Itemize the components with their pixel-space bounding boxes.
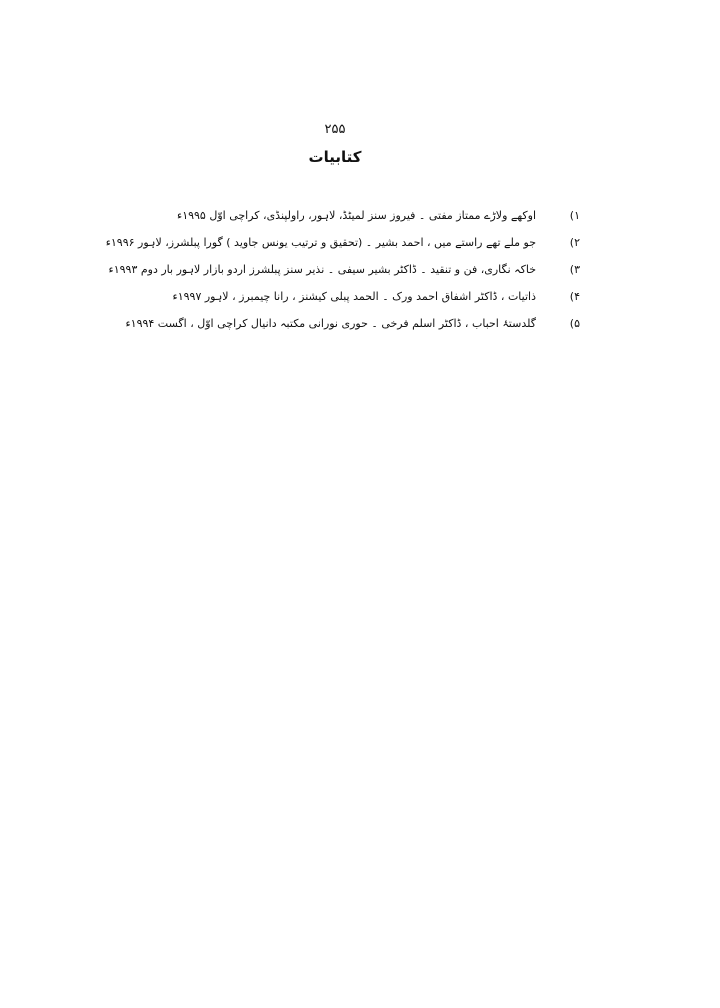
entry-text: گلدستۂ احباب ، ڈاکٹر اسلم فرخی ۔ حوری نورانی مکتبہ دانیال کراچی اوّل ، اگست ۱۹۹۴ء	[125, 317, 536, 330]
bibliography-entry	[150, 206, 580, 233]
entry-number: ۲)	[569, 236, 580, 249]
entry-number: ۱)	[569, 209, 580, 222]
entry-text: خاکہ نگاری، فن و تنقید ۔ ڈاکٹر بشیر سیفی ۔ نذیر سنز پبلشرز اردو بازار لاہور بار دوم ۱۹۹۳ء	[108, 263, 536, 276]
entry-text: اوکھے ولاڑے ممتاز مفتی ۔ فیروز سنز لمیٹڈ، لاہور، راولپنڈی، کراچی اوّل ۱۹۹۵ء	[177, 209, 536, 222]
bibliography-entry	[108, 260, 580, 287]
bibliography-entry	[125, 314, 580, 341]
entry-number: ۵)	[569, 317, 580, 330]
entry-number: ۳)	[569, 263, 580, 276]
bibliography-list	[105, 206, 580, 341]
entry-number: ۴)	[569, 290, 580, 303]
bibliography-entry	[150, 287, 580, 314]
entry-text: جو ملے تھے راستے میں ، احمد بشیر ۔ (تحقیق و ترتیب یونس جاوید ) گورا پبلشرز، لاہور ۱۹۹۶ء	[105, 236, 536, 249]
page-number: ۲۵۵	[324, 122, 346, 137]
page-title: کتابیات	[308, 148, 362, 166]
bibliography-entry	[105, 233, 580, 260]
entry-text: ذاتیات ، ڈاکٹر اشفاق احمد ورک ۔ الحمد پبلی کیشنز ، رانا چیمبرز ، لاہور ۱۹۹۷ء	[172, 290, 536, 303]
